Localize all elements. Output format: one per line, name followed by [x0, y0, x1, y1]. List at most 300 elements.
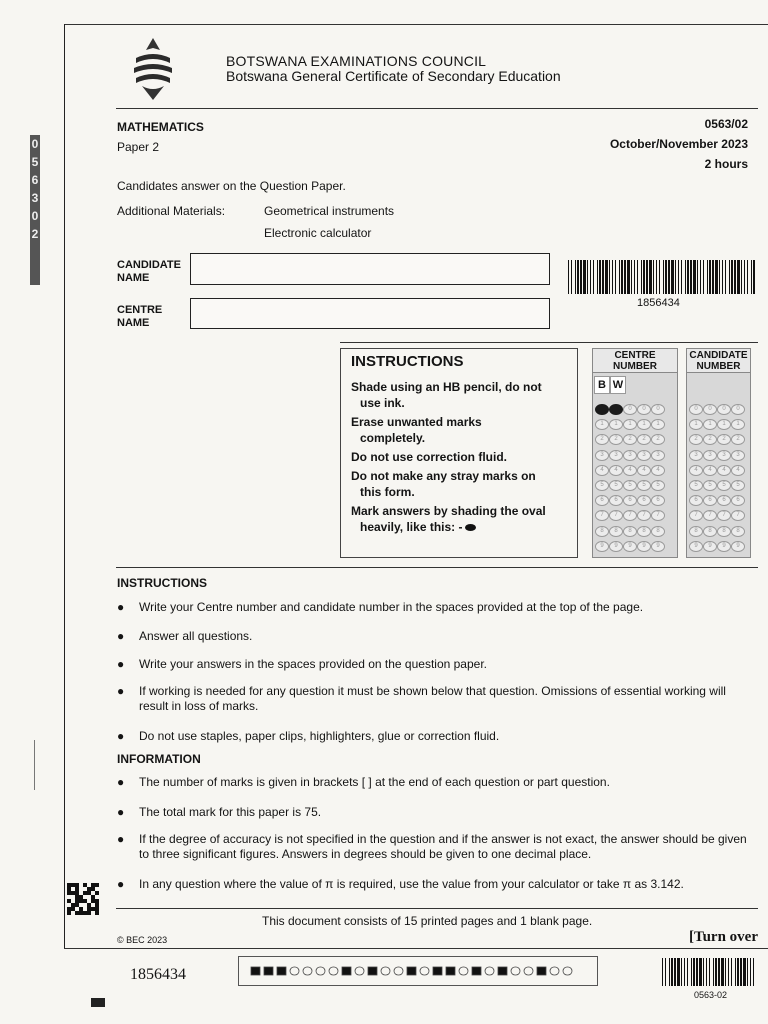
barcode-bar [612, 260, 613, 294]
barcode-bar [597, 260, 598, 294]
digit-oval[interactable]: 5 [609, 480, 623, 491]
shading-instruction [351, 379, 571, 411]
qr-module [83, 911, 87, 915]
digit-oval[interactable]: 9 [595, 541, 609, 552]
digit-oval[interactable]: 6 [637, 495, 651, 506]
digit-oval[interactable]: 2 [637, 434, 651, 445]
digit-oval[interactable]: 9 [623, 541, 637, 552]
candidate-number-grid [686, 348, 751, 558]
digit-oval[interactable]: 1 [717, 419, 731, 430]
digit-oval[interactable]: 4 [703, 465, 717, 476]
timing-mark [303, 967, 312, 975]
qr-module [83, 891, 87, 895]
qr-module [67, 907, 71, 911]
digit-oval[interactable]: 2 [595, 434, 609, 445]
qr-module [87, 903, 91, 907]
barcode-bar [743, 958, 746, 986]
digit-oval[interactable]: 0 [623, 404, 637, 415]
digit-oval[interactable]: 9 [717, 541, 731, 552]
qr-module [95, 891, 99, 895]
barcode-bar [580, 260, 582, 294]
barcode-bar [715, 260, 718, 294]
shading-instructions-title: INSTRUCTIONS [351, 353, 464, 370]
page-count-note: This document consists of 15 printed pages and 1 blank page. [262, 914, 593, 928]
timing-mark [472, 967, 481, 975]
digit-oval[interactable]: 6 [609, 495, 623, 506]
digit-oval[interactable]: 4 [595, 465, 609, 476]
shading-line: this form. [360, 485, 415, 499]
shading-instructions-box [340, 348, 578, 558]
side-code-char: 0 [31, 209, 39, 223]
timing-mark [316, 967, 325, 975]
barcode-bar [665, 260, 667, 294]
digit-oval[interactable] [609, 404, 623, 415]
timing-mark [368, 967, 377, 975]
barcode-bar [587, 260, 588, 294]
barcode-bar [753, 260, 755, 294]
qr-module [91, 895, 95, 899]
digit-oval[interactable]: 1 [651, 419, 665, 430]
digit-oval[interactable]: 8 [595, 526, 609, 537]
qr-module [67, 883, 71, 887]
timing-mark [550, 967, 559, 975]
digit-oval[interactable]: 1 [609, 419, 623, 430]
paper-code: 0563/02 [704, 117, 748, 131]
digit-oval[interactable]: 7 [703, 510, 717, 521]
qr-module [75, 899, 79, 903]
barcode-bar [735, 958, 736, 986]
barcode-bar [637, 260, 638, 294]
footer-barcode-graphic [662, 958, 758, 986]
barcode-bar [687, 958, 688, 986]
barcode-bar [641, 260, 642, 294]
barcode-bar [718, 958, 720, 986]
barcode-number: 1856434 [637, 297, 680, 309]
bullet-icon: ● [117, 729, 125, 743]
side-code-char: 3 [31, 191, 39, 205]
digit-oval[interactable]: 9 [637, 541, 651, 552]
digit-oval[interactable]: 4 [717, 465, 731, 476]
barcode-bar [747, 958, 748, 986]
digit-oval[interactable]: 8 [637, 526, 651, 537]
digit-oval[interactable]: 1 [595, 419, 609, 430]
qr-module [75, 891, 79, 895]
barcode-bar [656, 260, 657, 294]
barcode-bar [684, 958, 685, 986]
digit-oval[interactable]: 0 [689, 404, 703, 415]
footer-script-number: 1856434 [130, 966, 186, 983]
information-text: The number of marks is given in brackets [ ] at the end of each question or part question. [139, 775, 610, 789]
instructions-heading: INSTRUCTIONS [117, 576, 207, 590]
qr-module [75, 903, 79, 907]
digit-oval[interactable]: 6 [623, 495, 637, 506]
digit-oval[interactable]: 5 [637, 480, 651, 491]
digit-oval[interactable]: 5 [689, 480, 703, 491]
digit-oval[interactable]: 8 [623, 526, 637, 537]
barcode-bar [691, 958, 692, 986]
barcode-bar [624, 260, 626, 294]
barcode-bar [602, 260, 604, 294]
barcode-bar [737, 260, 740, 294]
digit-oval[interactable]: 4 [637, 465, 651, 476]
digit-oval[interactable]: 0 [637, 404, 651, 415]
shading-instruction [351, 414, 571, 446]
qr-module [71, 903, 75, 907]
barcode-bar [747, 260, 748, 294]
digit-oval[interactable]: 3 [731, 450, 745, 461]
digit-oval[interactable]: 3 [609, 450, 623, 461]
digit-oval[interactable]: 7 [651, 510, 665, 521]
digit-oval[interactable]: 9 [651, 541, 665, 552]
qr-module [95, 903, 99, 907]
digit-oval[interactable]: 0 [717, 404, 731, 415]
timing-mark [485, 967, 494, 975]
digit-oval[interactable]: 4 [731, 465, 745, 476]
candidate-label-line: NAME [117, 272, 150, 284]
digit-oval[interactable]: 2 [651, 434, 665, 445]
digit-oval[interactable]: 5 [651, 480, 665, 491]
digit-oval[interactable]: 7 [609, 510, 623, 521]
timing-mark [459, 967, 468, 975]
instruction-text: If working is needed for any question it must be shown below that question. Omissions of essential working will result in loss of marks. [139, 684, 726, 713]
barcode-bar [751, 260, 752, 294]
digit-oval[interactable]: 6 [717, 495, 731, 506]
information-heading: INFORMATION [117, 752, 201, 766]
shading-instruction [351, 503, 571, 535]
digit-oval[interactable]: 4 [623, 465, 637, 476]
barcode-bar [722, 260, 723, 294]
barcode-bar [590, 260, 591, 294]
information-text: If the degree of accuracy is not specified in the question and if the answer is not exact, the answer should be given to three significant figures. Answers in degrees should be given to one decimal place. [139, 832, 747, 861]
bullet-icon: ● [117, 684, 125, 698]
timing-mark [524, 967, 533, 975]
section-rule [340, 342, 758, 343]
digit-oval[interactable]: 3 [689, 450, 703, 461]
side-code-char: 2 [31, 227, 39, 241]
digit-oval[interactable]: 3 [637, 450, 651, 461]
digit-oval[interactable]: 8 [703, 526, 717, 537]
qr-module [91, 899, 95, 903]
barcode-bar [575, 260, 576, 294]
centre-name-field[interactable] [190, 298, 550, 329]
bec-logo-icon [130, 36, 176, 102]
subject-title: MATHEMATICS [117, 120, 204, 134]
barcode-bar [675, 260, 676, 294]
shading-line: Erase unwanted marks [351, 415, 482, 429]
footer-paper-code: 0563-02 [694, 990, 728, 1000]
barcode-bar [731, 958, 732, 986]
digit-oval[interactable]: 8 [689, 526, 703, 537]
barcode-bar [753, 958, 754, 986]
digit-oval[interactable]: 7 [623, 510, 637, 521]
information-text: The total mark for this paper is 75. [139, 805, 322, 819]
qr-module [87, 911, 91, 915]
instruction-text: Answer all questions. [139, 629, 253, 643]
qr-module [91, 907, 95, 911]
timing-mark [290, 967, 299, 975]
barcode-bar [734, 260, 736, 294]
side-code-char: 6 [31, 173, 39, 187]
digit-oval[interactable]: 2 [703, 434, 717, 445]
digit-oval[interactable]: 7 [637, 510, 651, 521]
barcode-bar [649, 260, 652, 294]
qr-module [83, 883, 87, 887]
timing-mark [563, 967, 572, 975]
instruction-text: Write your Centre number and candidate number in the spaces provided at the top of the page. [139, 600, 644, 614]
digit-oval[interactable]: 6 [731, 495, 745, 506]
barcode-bar [740, 958, 742, 986]
barcode-bar [703, 958, 704, 986]
turn-over-label: [Turn over [688, 929, 758, 945]
digit-oval[interactable]: 5 [731, 480, 745, 491]
barcode-bar [712, 260, 714, 294]
barcode-bar [663, 260, 664, 294]
council-name: BOTSWANA EXAMINATIONS COUNCIL [226, 53, 487, 69]
digit-oval[interactable]: 9 [703, 541, 717, 552]
bullet-icon: ● [117, 775, 125, 789]
digit-oval[interactable]: 3 [703, 450, 717, 461]
corner-registration-mark [91, 998, 105, 1007]
timing-mark [264, 967, 273, 975]
barcode-bar [725, 958, 726, 986]
digit-oval[interactable]: 2 [609, 434, 623, 445]
barcode-bar [685, 260, 686, 294]
barcode-bar [577, 260, 579, 294]
shading-line: completely. [360, 431, 426, 445]
footer-bottom-rule [64, 948, 768, 949]
digit-oval[interactable]: 0 [651, 404, 665, 415]
page-frame-left [64, 24, 65, 949]
qr-module [79, 907, 83, 911]
digit-oval[interactable]: 1 [689, 419, 703, 430]
candidate-label-line: CANDIDATE [117, 259, 181, 271]
qr-module [79, 895, 83, 899]
qr-module [75, 911, 79, 915]
qr-module [87, 907, 91, 911]
digit-oval[interactable]: 5 [595, 480, 609, 491]
bullet-icon: ● [117, 629, 125, 643]
digit-oval[interactable]: 2 [731, 434, 745, 445]
grid-heading-line: CENTRE [614, 350, 656, 361]
digit-oval[interactable]: 8 [717, 526, 731, 537]
barcode-bar [693, 260, 696, 294]
timing-mark [537, 967, 546, 975]
bullet-icon: ● [117, 832, 125, 846]
shading-instruction [351, 468, 571, 500]
barcode-bar [662, 958, 663, 986]
centre-prefix-w: W [610, 376, 626, 394]
qr-module [87, 891, 91, 895]
barcode-bar [619, 260, 620, 294]
barcode-bar [646, 260, 648, 294]
digit-oval[interactable]: 8 [651, 526, 665, 537]
timing-mark [251, 967, 260, 975]
digit-oval[interactable]: 2 [717, 434, 731, 445]
digit-oval[interactable]: 0 [703, 404, 717, 415]
qr-module [87, 887, 91, 891]
barcode-bar [653, 260, 654, 294]
timing-mark [433, 967, 442, 975]
digit-oval[interactable]: 4 [609, 465, 623, 476]
copyright: © BEC 2023 [117, 935, 168, 945]
timing-mark [329, 967, 338, 975]
header-rule [116, 108, 758, 109]
digit-oval[interactable]: 5 [717, 480, 731, 491]
barcode-bar [744, 260, 745, 294]
qr-module [67, 911, 71, 915]
digit-oval[interactable]: 1 [703, 419, 717, 430]
digit-oval[interactable]: 1 [731, 419, 745, 430]
qr-module [75, 883, 79, 887]
digit-oval[interactable]: 8 [609, 526, 623, 537]
footer-rule [116, 908, 758, 909]
material-item: Electronic calculator [264, 226, 372, 240]
timing-mark [394, 967, 403, 975]
barcode-bar [707, 260, 708, 294]
certificate-name: Botswana General Certificate of Secondary Education [226, 68, 561, 84]
barcode-bar [659, 260, 660, 294]
timing-mark [498, 967, 507, 975]
digit-oval[interactable]: 7 [689, 510, 703, 521]
barcode-bar [737, 958, 739, 986]
barcode-bar [741, 260, 742, 294]
qr-module [71, 907, 75, 911]
qr-module [67, 891, 71, 895]
instruction-text: Do not use staples, paper clips, highlighters, glue or correction fluid. [139, 729, 500, 743]
candidate-name-field[interactable] [190, 253, 550, 285]
digit-oval[interactable]: 3 [717, 450, 731, 461]
side-code-char: 0 [31, 137, 39, 151]
digit-oval[interactable]: 9 [689, 541, 703, 552]
barcode-bar [700, 260, 701, 294]
shading-line: use ink. [360, 396, 405, 410]
candidate-number-heading [687, 349, 750, 373]
digit-oval[interactable]: 2 [623, 434, 637, 445]
barcode-bar [690, 260, 692, 294]
section-rule [116, 567, 758, 568]
barcode-bar [621, 260, 623, 294]
barcode-bar [731, 260, 733, 294]
barcode-bar [668, 260, 670, 294]
qr-module [75, 887, 79, 891]
timing-mark [381, 967, 390, 975]
centre-prefix-b: B [594, 376, 610, 394]
barcode-bar [696, 958, 698, 986]
shading-line: Shade using an HB pencil, do not [351, 380, 542, 394]
digit-oval[interactable]: 3 [623, 450, 637, 461]
barcode-bar [681, 958, 682, 986]
digit-oval[interactable]: 5 [623, 480, 637, 491]
digit-oval[interactable]: 7 [717, 510, 731, 521]
barcode-bar [713, 958, 714, 986]
shading-line: Mark answers by shading the oval [351, 504, 546, 518]
digit-oval[interactable]: 2 [689, 434, 703, 445]
barcode-bar [750, 958, 751, 986]
barcode-bar [643, 260, 645, 294]
timing-mark [407, 967, 416, 975]
digit-oval[interactable]: 8 [731, 526, 745, 537]
barcode-bar [697, 260, 698, 294]
timing-mark [355, 967, 364, 975]
barcode-bar [599, 260, 601, 294]
qr-module [71, 891, 75, 895]
timing-mark [277, 967, 286, 975]
barcode-bar [593, 260, 594, 294]
centre-number-heading [593, 349, 677, 373]
digit-oval[interactable]: 3 [651, 450, 665, 461]
bullet-icon: ● [117, 657, 125, 671]
qr-module [79, 911, 83, 915]
barcode-bar [681, 260, 682, 294]
barcode-bar [671, 260, 674, 294]
digit-oval[interactable]: 1 [637, 419, 651, 430]
qr-module [95, 911, 99, 915]
filled-oval-icon [465, 524, 476, 531]
shading-line: heavily, like this: - [360, 520, 463, 534]
barcode-bar [709, 260, 711, 294]
digit-oval[interactable]: 9 [609, 541, 623, 552]
page-frame-top [64, 24, 768, 25]
barcode-bar [583, 260, 586, 294]
digit-oval[interactable]: 6 [703, 495, 717, 506]
digit-oval[interactable]: 1 [623, 419, 637, 430]
digit-oval[interactable]: 7 [731, 510, 745, 521]
shading-line: Do not make any stray marks on [351, 469, 536, 483]
barcode-bar [631, 260, 632, 294]
digit-oval[interactable]: 7 [595, 510, 609, 521]
digit-oval[interactable]: 9 [731, 541, 745, 552]
digit-oval[interactable]: 6 [595, 495, 609, 506]
barcode-bar [674, 958, 676, 986]
timing-mark [420, 967, 429, 975]
barcode-bar [728, 958, 729, 986]
barcode-bar [703, 260, 704, 294]
barcode-bar [669, 958, 670, 986]
centre-number-grid [592, 348, 678, 558]
barcode-bar [729, 260, 730, 294]
side-code-strip [30, 135, 40, 285]
paper-number: Paper 2 [117, 140, 160, 154]
exam-session: October/November 2023 [609, 137, 748, 151]
digit-oval[interactable]: 6 [689, 495, 703, 506]
digit-oval[interactable]: 5 [703, 480, 717, 491]
digit-oval[interactable]: 4 [651, 465, 665, 476]
barcode-bar [706, 958, 707, 986]
digit-oval[interactable]: 6 [651, 495, 665, 506]
qr-module [71, 883, 75, 887]
qr-module [95, 907, 99, 911]
shading-line: Do not use correction fluid. [351, 450, 508, 464]
timing-mark [511, 967, 520, 975]
barcode-bar [678, 260, 679, 294]
barcode-bar [609, 260, 610, 294]
information-text: In any question where the value of π is required, use the value from your calculator or take π as 3.142. [139, 877, 684, 891]
grid-heading-line: NUMBER [613, 361, 657, 372]
digit-oval[interactable]: 0 [731, 404, 745, 415]
digit-oval[interactable]: 4 [689, 465, 703, 476]
qr-module [91, 883, 95, 887]
digit-oval[interactable]: 3 [595, 450, 609, 461]
bullet-icon: ● [117, 600, 125, 614]
material-item: Geometrical instruments [264, 204, 395, 218]
qr-code-icon [67, 883, 99, 915]
instruction-text: Write your answers in the spaces provided on the question paper. [139, 657, 487, 671]
barcode-bar [671, 958, 673, 986]
barcode-bar [568, 260, 569, 294]
barcode-bar [721, 958, 724, 986]
digit-oval[interactable] [595, 404, 609, 415]
barcode-bar [571, 260, 572, 294]
